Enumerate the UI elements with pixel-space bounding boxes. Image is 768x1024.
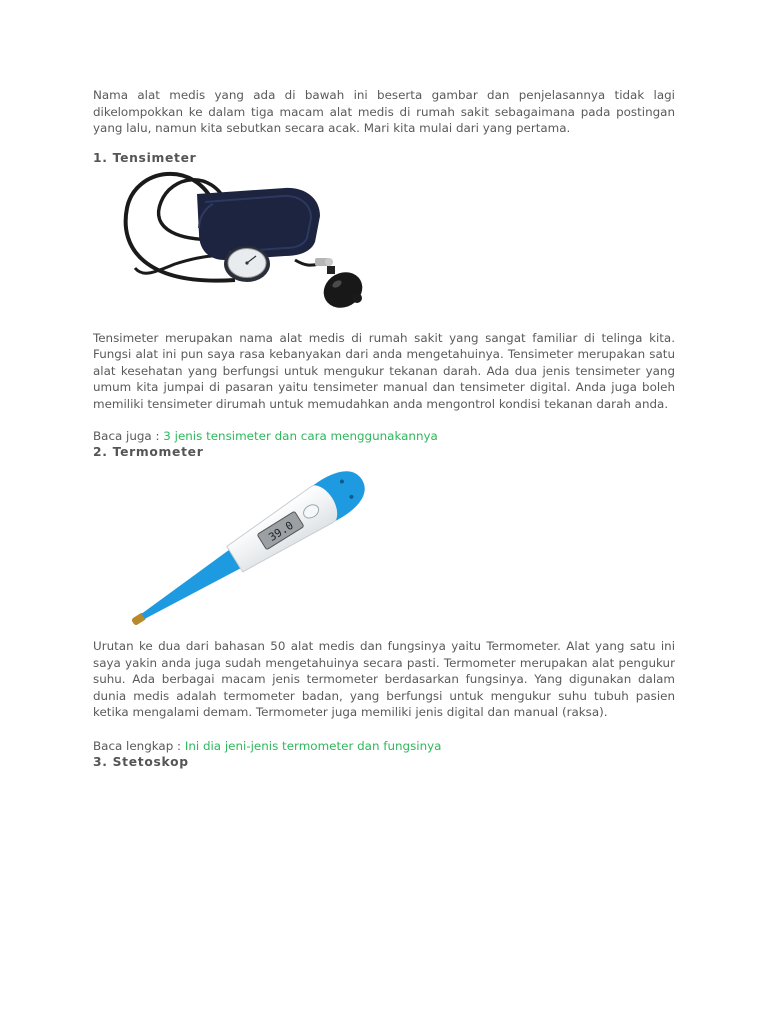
termometer-paragraph: Urutan ke dua dari bahasan 50 alat medis dan fungsinya yaitu Termometer. Alat yang satu ini saya yakin anda juga sudah mengetahuinya secara pasti. Termometer merupakan alat pengukur suhu. Ada berbagai macam jenis termometer berdasarkan fungsinya. Yang digunakan dalam dunia medis adalah termometer badan, yang berfungsi untuk mengukur suhu tubuh pasien ketika mengalami demam. Termometer juga memiliki jenis digital dan manual (raksa). bbox=[93, 639, 675, 719]
read-more-termometer bbox=[93, 738, 675, 754]
thermometer-display: 39.0 bbox=[266, 518, 296, 544]
read-more-prefix: Baca lengkap : bbox=[93, 738, 185, 753]
article bbox=[93, 87, 675, 770]
tensimeter-article-link[interactable]: 3 jenis tensimeter dan cara menggunakannya bbox=[163, 429, 438, 443]
tensimeter-paragraph: Tensimeter merupakan nama alat medis di rumah sakit yang sangat familiar di telinga kita. Fungsi alat ini pun saya rasa kebanyakan dari anda mengetahuinya. Tensimeter merupakan satu alat kesehatan yang berfungsi untuk mengukur tekanan darah. Ada dua jenis tensimeter yang umum kita jumpai di pasaran yaitu tensimeter manual dan tensimeter digital. Anda juga boleh memiliki tensimeter dirumah untuk memudahkan anda mengontrol kondisi tekanan darah anda. bbox=[93, 330, 675, 411]
read-more-tensimeter bbox=[93, 428, 675, 444]
blood-pressure-monitor-icon bbox=[115, 168, 675, 314]
section-heading-stetoskop: 3. Stetoskop bbox=[93, 754, 189, 769]
section-heading-termometer: 2. Termometer bbox=[93, 445, 204, 459]
section-heading-tensimeter: 1. Tensimeter bbox=[93, 150, 197, 165]
intro-paragraph: Nama alat medis yang ada di bawah ini beserta gambar dan penjelasannya tidak lagi dikelompokkan ke dalam tiga macam alat medis di rumah sakit sebagaimana pada postingan yang lalu, namun kita sebutkan secara acak. Mari kita mulai dari yang pertama. bbox=[93, 88, 675, 135]
read-more-prefix: Baca juga : bbox=[93, 429, 164, 443]
termometer-article-link[interactable]: Ini dia jeni-jenis termometer dan fungsinya bbox=[184, 738, 442, 753]
digital-thermometer-icon bbox=[115, 470, 675, 630]
